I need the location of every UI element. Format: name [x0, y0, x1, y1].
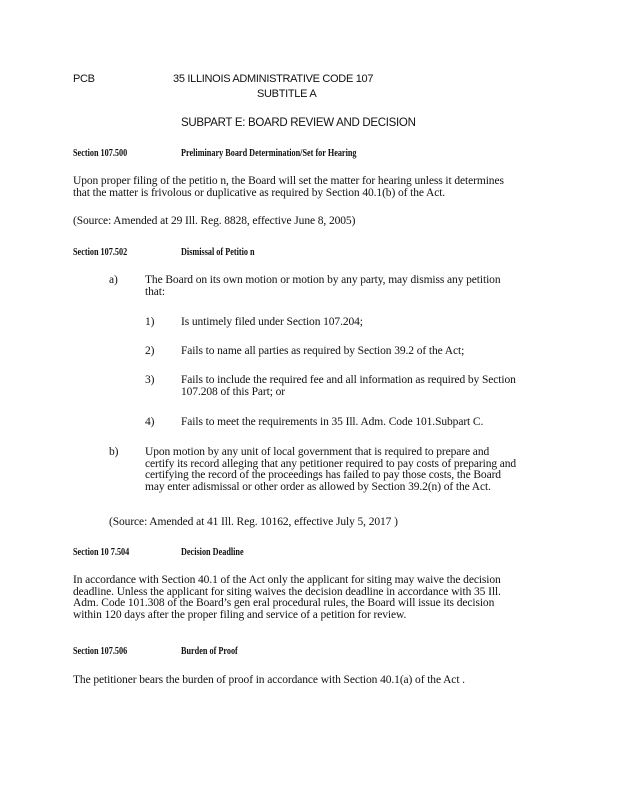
body-line: certifying the record of the proceedings has failed to pay those costs, the Board — [145, 469, 501, 481]
subsection-text — [145, 447, 516, 493]
section-body: The petitioner bears the burden of proof in accordance with Section 40.1(a) of the Act . — [73, 674, 465, 686]
subsection-label: a) — [109, 274, 118, 286]
section-title: Preliminary Board Determination/Set for Hearing — [181, 148, 357, 159]
body-line: deadline. Unless the applicant for siting waives the decision deadline in accordance with 35 Ill. — [73, 585, 501, 598]
section-body — [73, 176, 504, 199]
item-label: 3) — [145, 374, 155, 386]
header-title: 35 ILLINOIS ADMINISTRATIVE CODE 107 — [173, 73, 374, 85]
body-line: within 120 days after the proper filing and service of a petition for review. — [73, 608, 407, 621]
section-number: Section 107.500 — [73, 148, 128, 159]
item-text: Is untimely filed under Section 107.204; — [181, 316, 363, 328]
body-line: may enter adismissal or other order as allowed by Section 39.2(n) of the Act. — [145, 480, 491, 493]
section-title: Burden of Proof — [181, 646, 238, 657]
body-line: In accordance with Section 40.1 of the Act only the applicant for siting may waive the decision — [73, 574, 501, 586]
item-label: 4) — [145, 416, 155, 428]
item-text: Fails to meet the requirements in 35 Ill. Adm. Code 101.Subpart C. — [181, 416, 484, 428]
body-line: Upon proper filing of the petitio n, the Board will set the matter for hearing unless it determines — [73, 175, 504, 187]
source-note: (Source: Amended at 41 Ill. Reg. 10162, effective July 5, 2017 ) — [109, 516, 398, 528]
item-label: 1) — [145, 316, 155, 328]
body-line: The Board on its own motion or motion by any party, may dismiss any petition — [145, 274, 501, 286]
item-text: Fails to name all parties as required by Section 39.2 of the Act; — [181, 345, 465, 357]
section-body — [73, 575, 501, 621]
header-subtitle: SUBTITLE A — [257, 88, 317, 100]
body-line: 107.208 of this Part; or — [181, 385, 285, 398]
subpart-heading: SUBPART E: BOARD REVIEW AND DECISION — [181, 117, 416, 129]
body-line: that: — [145, 285, 165, 298]
body-line: Fails to include the required fee and all information as required by Section — [181, 374, 516, 386]
section-title: Dismissal of Petitio n — [181, 247, 255, 258]
item-text — [181, 375, 516, 398]
section-title: Decision Deadline — [181, 547, 244, 558]
subsection-text — [145, 275, 500, 298]
body-line: certify its record alleging that any petitioner required to pay costs of preparing and — [145, 457, 517, 470]
section-number: Section 107.506 — [73, 646, 128, 657]
body-line: Upon motion by any unit of local government that is required to prepare and — [145, 446, 490, 458]
section-number: Section 107.502 — [73, 247, 128, 258]
subsection-label: b) — [109, 446, 119, 458]
section-number: Section 10 7.504 — [73, 547, 130, 558]
body-line: that the matter is frivolous or duplicative as required by Section 40.1(b) of the Act. — [73, 186, 446, 199]
item-label: 2) — [145, 345, 155, 357]
source-note: (Source: Amended at 29 Ill. Reg. 8828, effective June 8, 2005) — [73, 215, 356, 227]
body-line: Adm. Code 101.308 of the Board’s gen eral procedural rules, the Board will issue its decision — [73, 597, 495, 609]
header-left: PCB — [73, 73, 95, 85]
